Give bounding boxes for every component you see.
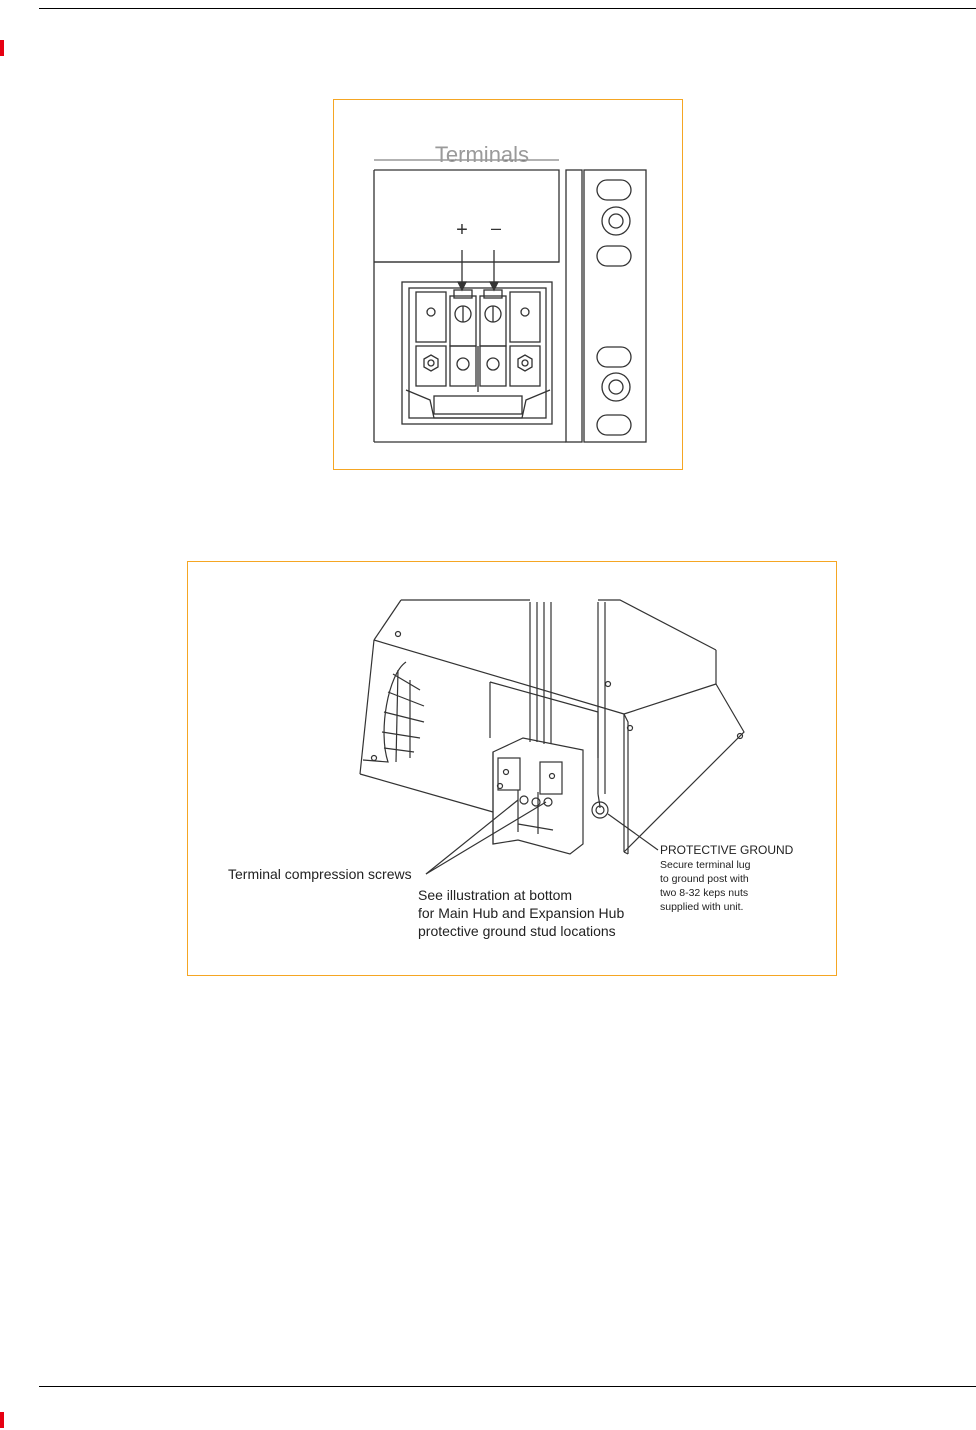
minus-sign: –	[490, 218, 502, 238]
margin-marker-bottom	[0, 1412, 4, 1428]
terminals-figure	[333, 99, 683, 470]
protective-ground-line-2: to ground post with	[660, 873, 749, 885]
terminals-drawing	[334, 100, 682, 469]
margin-marker-top	[0, 40, 4, 56]
header-rule	[39, 8, 976, 9]
see-illustration-line-2: for Main Hub and Expansion Hub	[418, 905, 625, 921]
compression-screws-label: Terminal compression screws	[228, 866, 412, 882]
plus-sign: +	[456, 219, 468, 241]
protective-ground-line-3: two 8-32 keps nuts	[660, 887, 749, 899]
terminals-title: Terminals	[434, 142, 530, 167]
ground-connection-drawing	[188, 562, 836, 975]
protective-ground-line-1: Secure terminal lug	[660, 859, 751, 871]
protective-ground-title: PROTECTIVE GROUND	[660, 843, 794, 857]
protective-ground-line-4: supplied with unit.	[660, 901, 744, 913]
footer-rule	[39, 1386, 976, 1387]
ground-connection-figure	[187, 561, 837, 976]
see-illustration-line-3: protective ground stud locations	[418, 923, 616, 939]
see-illustration-line-1: See illustration at bottom	[418, 887, 573, 903]
